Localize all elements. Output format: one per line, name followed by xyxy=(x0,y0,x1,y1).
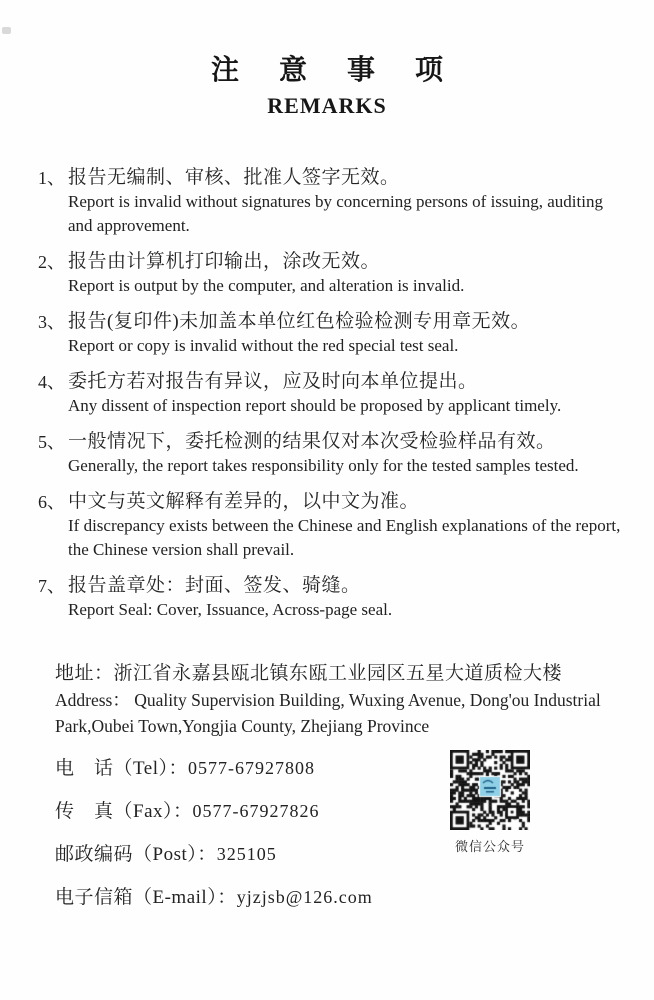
remark-item-6 xyxy=(38,490,624,562)
email-value: yjzjsb@126.com xyxy=(236,887,373,907)
item-number: 3、 xyxy=(38,312,65,332)
item-number: 6、 xyxy=(38,492,65,512)
item-text-chinese: 报告无编制、审核、批准人签字无效。 xyxy=(68,167,400,188)
page-title-english: REMARKS xyxy=(267,93,387,118)
contact-row-fax xyxy=(55,796,435,822)
item-number: 5、 xyxy=(38,432,65,452)
post-label: 邮政编码（Post）： xyxy=(55,844,217,865)
item-number: 1、 xyxy=(38,168,65,188)
contact-block xyxy=(55,753,435,925)
page-title-chinese: 注意事项 xyxy=(210,55,483,86)
item-text-english: Report or copy is invalid without the red special test seal. xyxy=(68,336,459,355)
item-text-chinese: 委托方若对报告有异议，应及时向本单位提出。 xyxy=(68,371,478,392)
contact-row-post xyxy=(55,839,435,865)
item-text-english: Any dissent of inspection report should be proposed by applicant timely. xyxy=(68,396,562,415)
address-block xyxy=(55,660,623,739)
item-text-english: Report Seal: Cover, Issuance, Across-page seal. xyxy=(68,600,393,619)
item-text-chinese: 一般情况下，委托检测的结果仅对本次受检验样品有效。 xyxy=(68,431,556,452)
qr-caption: 微信公众号 xyxy=(454,839,525,854)
remark-item-2 xyxy=(38,250,624,298)
item-number: 2、 xyxy=(38,252,65,272)
tel-value: 0577-67927808 xyxy=(188,758,315,778)
email-label: 电子信箱（E-mail）： xyxy=(55,887,237,908)
item-number: 7、 xyxy=(38,576,65,596)
item-number: 4、 xyxy=(38,372,65,392)
remark-item-1 xyxy=(38,166,624,238)
item-text-chinese: 报告盖章处：封面、签发、骑缝。 xyxy=(68,575,361,596)
qr-code xyxy=(450,750,530,830)
remark-item-5 xyxy=(38,430,624,478)
wechat-qr-block xyxy=(450,750,532,855)
item-text-english: Report is invalid without signatures by concerning persons of issuing, auditing and approvement. xyxy=(68,192,603,235)
scan-artifact xyxy=(2,27,11,34)
remark-item-4 xyxy=(38,370,624,418)
tel-label: 电 话（Tel）： xyxy=(55,758,188,779)
address-english: Address： Quality Supervision Building, Wuxing Avenue, Dong'ou Industrial Park,Oubei Town,Yongjia County, Zhejiang Province xyxy=(55,690,601,736)
contact-row-email xyxy=(55,882,435,908)
item-text-chinese: 报告(复印件)未加盖本单位红色检验检测专用章无效。 xyxy=(68,311,531,332)
post-value: 325105 xyxy=(216,844,277,864)
fax-value: 0577-67927826 xyxy=(192,801,320,821)
remark-item-7 xyxy=(38,574,624,622)
item-text-english: If discrepancy exists between the Chinese and English explanations of the report, the Chinese version shall prevail. xyxy=(68,516,621,559)
item-text-chinese: 中文与英文解释有差异的，以中文为准。 xyxy=(68,491,420,512)
address-chinese: 地址：浙江省永嘉县瓯北镇东瓯工业园区五星大道质检大楼 xyxy=(55,663,563,684)
remarks-list xyxy=(38,166,624,634)
fax-label: 传 真（Fax）： xyxy=(55,801,193,822)
remark-item-3 xyxy=(38,310,624,358)
contact-row-tel xyxy=(55,753,435,779)
item-text-english: Generally, the report takes responsibility only for the tested samples tested. xyxy=(68,456,579,475)
item-text-chinese: 报告由计算机打印输出，涂改无效。 xyxy=(68,251,381,272)
item-text-english: Report is output by the computer, and alteration is invalid. xyxy=(68,276,465,295)
